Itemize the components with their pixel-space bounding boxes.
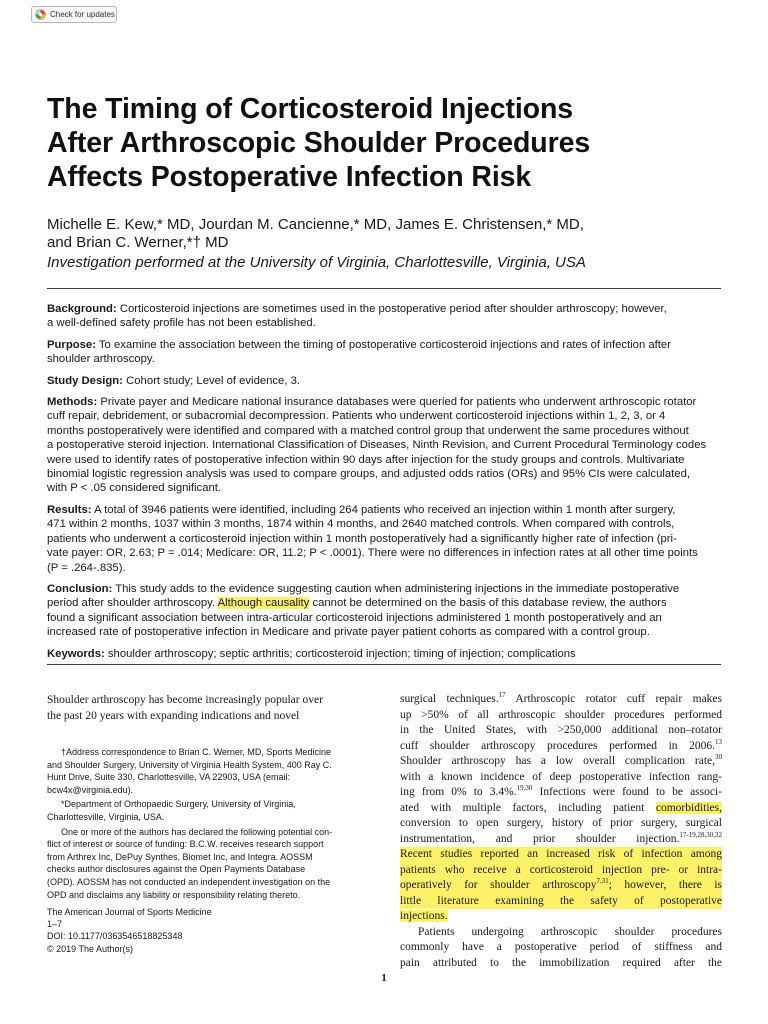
body-text: pain attributed to the immobilization required after the: [400, 956, 722, 969]
body-text: surgical techniques.: [400, 693, 499, 705]
abstract-text: period after shoulder arthroscopy.: [47, 597, 218, 610]
abstract-text: To examine the association between the timing of postoperative corticosteroid injections and rates of infection after: [98, 338, 671, 351]
section-label: Keywords:: [47, 647, 105, 660]
journal-copyright: © 2019 The Author(s): [47, 943, 134, 954]
article-title: [47, 92, 727, 194]
abstract-text: a well-defined safety profile has not been established.: [47, 317, 316, 330]
abstract-text: shoulder arthroscopy.: [47, 353, 155, 366]
body-text: Shoulder arthroscopy has become increasingly popular over: [47, 694, 323, 706]
body-text: instrumentation, and prior shoulder injection.: [400, 832, 680, 845]
citation[interactable]: 19,30: [516, 784, 533, 793]
abstract-conclusion: [47, 582, 723, 640]
authors-line: and Brian C. Werner,*† MD: [47, 234, 229, 251]
abstract-text: cuff repair, debridement, or subacromial decompression. Patients who underwent corticosteroid injections within 1, 2, 3, or 4: [47, 410, 666, 423]
affiliation: Investigation performed at the University of Virginia, Charlottesville, Virginia, USA: [47, 254, 586, 271]
abstract-text: This study adds to the evidence suggesting caution when administering injections in the immediate postoperative: [115, 582, 680, 595]
abstract-text: Cohort study; Level of evidence, 3.: [126, 374, 301, 387]
body-text: Patients undergoing arthroscopic shoulder procedures: [418, 925, 722, 938]
highlighted-text[interactable]: injections.: [400, 910, 448, 922]
footnote-text: *Department of Orthopaedic Surgery, University of Virginia,: [61, 799, 296, 810]
highlighted-text[interactable]: patients who receive a corticosteroid injection pre- or intra-: [400, 863, 722, 879]
body-text: the past 20 years with expanding indications and novel: [47, 710, 300, 722]
abstract-text: increased rate of postoperative infection in Medicare and private payer patient cohorts as compared with a control group.: [47, 626, 650, 639]
abstract-text: patients who underwent a corticosteroid injection within 1 month postoperatively had a significantly higher rate of infection (pri-: [47, 532, 677, 545]
abstract: [47, 302, 723, 668]
footnote-disclosure: [47, 826, 367, 902]
body-text: ing from 0% to 3.4%.: [400, 786, 517, 798]
abstract-study-design: [47, 374, 723, 388]
abstract-text: with P < .05 considered significant.: [47, 482, 222, 495]
journal-info: [47, 906, 212, 955]
body-text: in the United States, with >250,000 additional non–rotator: [400, 724, 722, 736]
check-for-updates-button[interactable]: [31, 6, 117, 23]
footnote-text: One or more of the authors has declared the following potential con-: [61, 826, 333, 837]
section-label: Background:: [47, 303, 117, 315]
body-text: conversion to open surgery, history of prior surgery, surgical: [400, 817, 722, 829]
section-label: Purpose:: [47, 338, 96, 351]
title-line: Affects Postoperative Infection Risk: [47, 161, 532, 193]
body-text: Shoulder arthroscopy has a low overall complication rate,: [400, 755, 715, 767]
footnote-text: and Shoulder Surgery, University of Virginia Health System, 400 Ray C.: [47, 759, 332, 770]
body-text: with a known incidence of deep postoperative infection rang-: [400, 770, 722, 783]
highlighted-text[interactable]: little literature examining the safety of postoperative: [400, 894, 722, 910]
footnote-text: †Address correspondence to Brian C. Werner, MD, Sports Medicine: [61, 747, 331, 757]
citation[interactable]: 30: [715, 753, 722, 762]
title-line: The Timing of Corticosteroid Injections: [47, 93, 574, 125]
journal-doi[interactable]: DOI: 10.1177/0363546518825348: [47, 931, 183, 942]
highlighted-text[interactable]: Although causality: [217, 597, 310, 610]
abstract-text: were used to identify rates of postoperative infection within 90 days after injection for the study groups and controls. Multivariate: [47, 453, 685, 466]
abstract-text: (P = .264-.835).: [47, 561, 126, 574]
section-label: Results:: [47, 503, 92, 516]
body-text: Arthroscopic rotator cuff repair makes: [505, 693, 723, 705]
footnotes: [47, 746, 367, 903]
journal-name: The American Journal of Sports Medicine: [47, 907, 212, 917]
abstract-keywords: [47, 647, 723, 661]
footnote-address: [47, 746, 367, 796]
body-text: ated with multiple factors, including patient: [400, 801, 656, 814]
abstract-text: a postoperative steroid injection. International Classification of Diseases, Ninth Revision, and Current Procedural Terminology codes: [47, 439, 707, 452]
section-label: Methods:: [47, 396, 98, 409]
section-label: Conclusion:: [47, 582, 113, 595]
footnote-text: OPD and disclaims any liability or responsibility relating thereto.: [47, 889, 301, 900]
footnote-text: Hunt Drive, Suite 330, Charlottesville, VA 22903, USA (email:: [47, 772, 290, 783]
author-list: [47, 216, 737, 252]
highlighted-text[interactable]: ; however, there is: [608, 879, 723, 891]
abstract-text: found a significant association between intra-articular corticosteroid injections administered 1 month postoperatively and an: [47, 611, 662, 624]
abstract-text: Private payer and Medicare national insurance databases were queried for patients who underwent arthroscopic rotator: [100, 396, 697, 409]
abstract-text: Corticosteroid injections are sometimes used in the postoperative period after shoulder arthroscopy; however,: [119, 303, 667, 315]
section-label: Study Design:: [47, 374, 123, 387]
abstract-methods: [47, 395, 723, 496]
highlighted-text[interactable]: operatively for shoulder arthroscopy: [400, 879, 597, 891]
abstract-text: months postoperatively were identified and compared with a matched control group that underwent the same procedures without: [47, 424, 689, 437]
footnote-text: Charlottesville, Virginia, USA.: [47, 811, 165, 822]
abstract-purpose: [47, 338, 723, 367]
footnote-text: from Arthrex Inc, DePuy Synthes, Biomet Inc, and Integra. AOSSM: [47, 851, 313, 862]
body-text: up >50% of all arthroscopic shoulder procedures performed: [400, 708, 722, 721]
footnote-text: flict of interest or source of funding: B.C.W. receives research support: [47, 839, 324, 850]
page-number: 1: [381, 972, 387, 984]
crossmark-icon: [35, 9, 46, 20]
abstract-bottom-rule: [47, 664, 721, 665]
abstract-text: A total of 3946 patients were identified, including 264 patients who received an injection within 1 month after surgery,: [94, 503, 676, 516]
journal-pages: 1–7: [47, 919, 63, 930]
abstract-top-rule: [47, 288, 721, 289]
abstract-results: [47, 503, 723, 575]
footnote-text: checks author disclosures against the Open Payments Database: [47, 864, 306, 875]
citation[interactable]: 13: [715, 737, 722, 746]
abstract-text: cannot be determined on the basis of this database review, the authors: [309, 597, 667, 610]
body-text: Infections were found to be associ-: [532, 786, 723, 798]
body-left-column: [47, 692, 365, 724]
body-text: cuff shoulder arthroscopy procedures performed in 2006.: [400, 739, 715, 752]
keywords-text: shoulder arthroscopy; septic arthritis; corticosteroid injection; timing of injection; complications: [107, 647, 576, 660]
citation[interactable]: 17-19,28,30,32: [679, 830, 722, 839]
citation[interactable]: 7,31: [596, 877, 609, 886]
footnote-text: bcw4x@virginia.edu).: [47, 784, 134, 795]
highlighted-text[interactable]: Recent studies reported an increased risk of infection among: [400, 847, 722, 863]
footnote-text: (OPD). AOSSM has not conducted an independent investigation on the: [47, 876, 331, 887]
citation[interactable]: 17: [498, 691, 506, 700]
highlighted-text[interactable]: comorbidities,: [655, 801, 722, 814]
abstract-background: [47, 302, 723, 331]
authors-line: Michelle E. Kew,* MD, Jourdan M. Cancienne,* MD, James E. Christensen,* MD,: [47, 216, 584, 233]
check-for-updates-label: Check for updates: [50, 10, 115, 19]
footnote-department: [47, 798, 367, 823]
abstract-text: vate payer: OR, 2.63; P = .014; Medicare: OR, 11.2; P < .0001). There were no differences in infection rates at all other time points: [47, 547, 698, 560]
body-text: commonly have a postoperative period of stiffness and: [400, 941, 722, 953]
title-line: After Arthroscopic Shoulder Procedures: [47, 127, 591, 159]
abstract-text: 471 within 2 months, 1037 within 3 months, 1874 within 4 months, and 2640 matched controls. When compared with controls,: [47, 518, 675, 531]
abstract-text: binomial logistic regression analysis was used to compare groups, and adjusted odds ratios (ORs) and 95% CIs were calculated,: [47, 468, 690, 481]
body-right-column: [400, 692, 722, 971]
